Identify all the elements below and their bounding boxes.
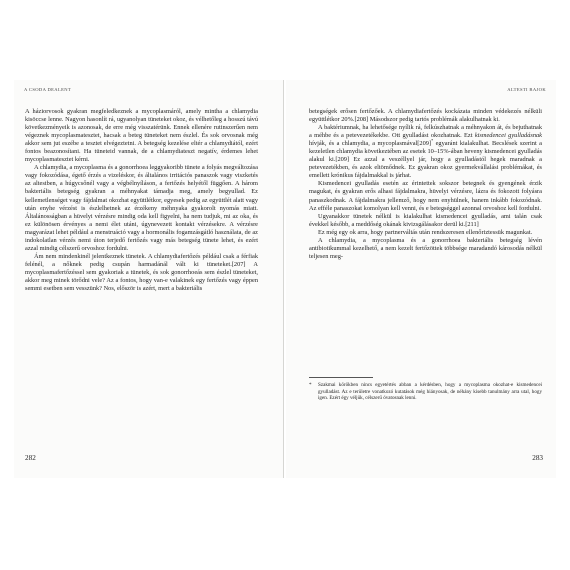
left-paragraph-2: A chlamydia, a mycoplasma és a gonorrhoea leggyakoribb tünete a folyás megváltozása vagy fokozódása, égető érzés a vizeléskor, és általános irritációs panaszok vagy viszketés az altestben, a húgycsőnél vagy a végbélnyíláson, a fertőzés helyétől függően. A három bakteriális betegség gyakran a méhnyakat támadja meg, amely begyullad. Ez kellemetlenséget vagy fájdalmat okozhat együttlétkor, egyesek pedig az együttlét alatt vagy után enyhe vérzést is észlelhetnek az érzékeny méhnyaka gyakorolt nyomás miatt. Általánosságban a hüvelyi vérzésre mindig oda kell figyelni, ha nem tudjuk, mi az oka, és ez különösen érvényes a nemi élet utáni, úgynevezett kontakt vérzésekre. A vérzésre magyarázat lehet például a menstruáció vagy a hormonális fogamzásgátló használata, de az indokolatlan vérzés nemi úton terjedő fertőzés vagy más betegség tünete lehet, és ezért azzal mindig célszerű orvoshoz fordulni.	[25, 164, 258, 252]
right-paragraph-2	[309, 124, 542, 180]
left-running-header: A CSODA DEALENT	[24, 87, 72, 92]
right-running-header: ALTESTI BAJOK	[507, 87, 546, 92]
book-spread	[14, 80, 556, 478]
right-page-number: 283	[532, 454, 543, 462]
footnote-reference-mark: *	[431, 138, 434, 144]
footnote-text: Szakmai körökben nincs egyetértés abban a kérdésben, hogy a mycoplasma okozhat-e kismedencei gyulladást. Az e területre vonatkozó kutatások még hiányosak, de néhány kisebb tanulmány arra utal, hogy igen. Ezért égy véljük, célszerű óvatosnak lenni.	[318, 382, 542, 402]
right-paragraph-3: Kismedencei gyulladás esetén az érintettek sokszor betegnek és gyengének érzik magukat, és gyakran erős alhasi fájdalmakra, hüvelyi vérzésre, lázra és fokozott folyásra panaszkodnak. A fájdalmakra jellemző, hogy nem enyhülnek, hanem inkább fokozódnak. Az efféle panaszokat komolyan kell venni, és e betegséggel azonnal orvoshoz kell fordulni.	[309, 180, 542, 212]
left-page-text	[25, 108, 258, 293]
right-page	[286, 80, 556, 478]
italic-term: kismedencei gyulladásnak	[474, 132, 542, 140]
right-paragraph-6: A chlamydia, a mycoplasma és a gonorrhoea bakteriális betegség lévén antibiotikummal kezelhető, a nem kezelt fertőzöttek többsége maradandó károsodás nélkül teljesen meg-	[309, 236, 542, 260]
right-paragraph-4: Ugyanakkor tünetek nélkül is kialakulhat kismedencei gyulladás, ami talán csak évekkel később, a meddőség okának kivizsgálásakor derül ki.[211]	[309, 212, 542, 228]
left-page	[14, 80, 284, 478]
right-paragraph-1: betegségek erősen fertőzőek. A chlamydiafertőzés kockázata minden védekezés nélküli együttlétkor 20%.[208] Másodszor pedig tartós problémák alakulhatnak ki.	[309, 108, 542, 124]
right-paragraph-2-part-a: A baktériumnak, ha lehetősége nyílik rá, felkúszhatnak a méhnyakon át, és bejuthatnak a méhbe és a petevezetékekbe. Ott gyulladást okozhatnak. Ezt	[309, 124, 542, 140]
right-page-text	[309, 108, 542, 261]
right-paragraph-2-part-b: hívják, és a chlamydia, a mycoplasmával[209]	[309, 140, 432, 148]
footnote	[309, 382, 542, 402]
left-page-number: 282	[25, 454, 36, 462]
right-paragraph-5: Ez még egy ok arra, hogy partnerváltás után rendszeresen ellenőriztessük magunkat.	[318, 228, 533, 236]
footnote-mark: *	[309, 382, 312, 388]
left-paragraph-3: Ám nem mindenkinél jelentkeznek tünetek. A chlamydiafertőzés például csak a férfiak felénél, a nőknek pedig csupán harmadánál vált ki tüneteket.[207] A mycoplasmafertőzéssel sem gyakoriak a tünetek, és sok gonorrhoeás sem észlel tüneteket, akkor meg minek törődni vele? Az a fontos, hogy van-e valakinek egy fertőzés vagy éppen semmi esetben sem vesszünk? Nos, először is azért, mert a bakteriális	[25, 252, 258, 293]
footnote-divider	[309, 377, 373, 378]
left-paragraph-1: A háziorvosok gyakran megfeledkeznek a mycoplasmáról, amely mintha a chlamydia kisöccse lenne. Nagyon hasonlít rá, ugyanolyan tüneteket okoz, és vélhetőleg a hosszú távú következményeik is azonosak, de erre még visszatérünk. Ennek ellenére rutinszerűen nem végeznek mycoplasmatesztet, hacsak a beteg tüneteket nem észlel. És sok orvosnak még akkor sem jut eszébe a tesztet elvégeztetni. A betegség kezelése eltér a chlamydiától, ezért fontos beazonosítani. Ha tüneteid vannak, de a chlamydiateszt negatív, érdemes lehet mycoplasmatesztet kérni.	[25, 108, 258, 164]
right-paragraph-2-part-c: egyaránt kialakulhat. Becslések szerint a kezeletlen chlamydia következtében az esetek 10–15%-ában heveny kismedencei gyulladás alakul ki.[209] Ez azzal a veszéllyel jár, hogy a gyulladástól hegek maradnak a petevezetékben, és azok eltömődnek. Ez gyakran okoz gyermekvállalási problémákat, és emellett krónikus fájdalmakkal is járhat.	[309, 140, 542, 180]
